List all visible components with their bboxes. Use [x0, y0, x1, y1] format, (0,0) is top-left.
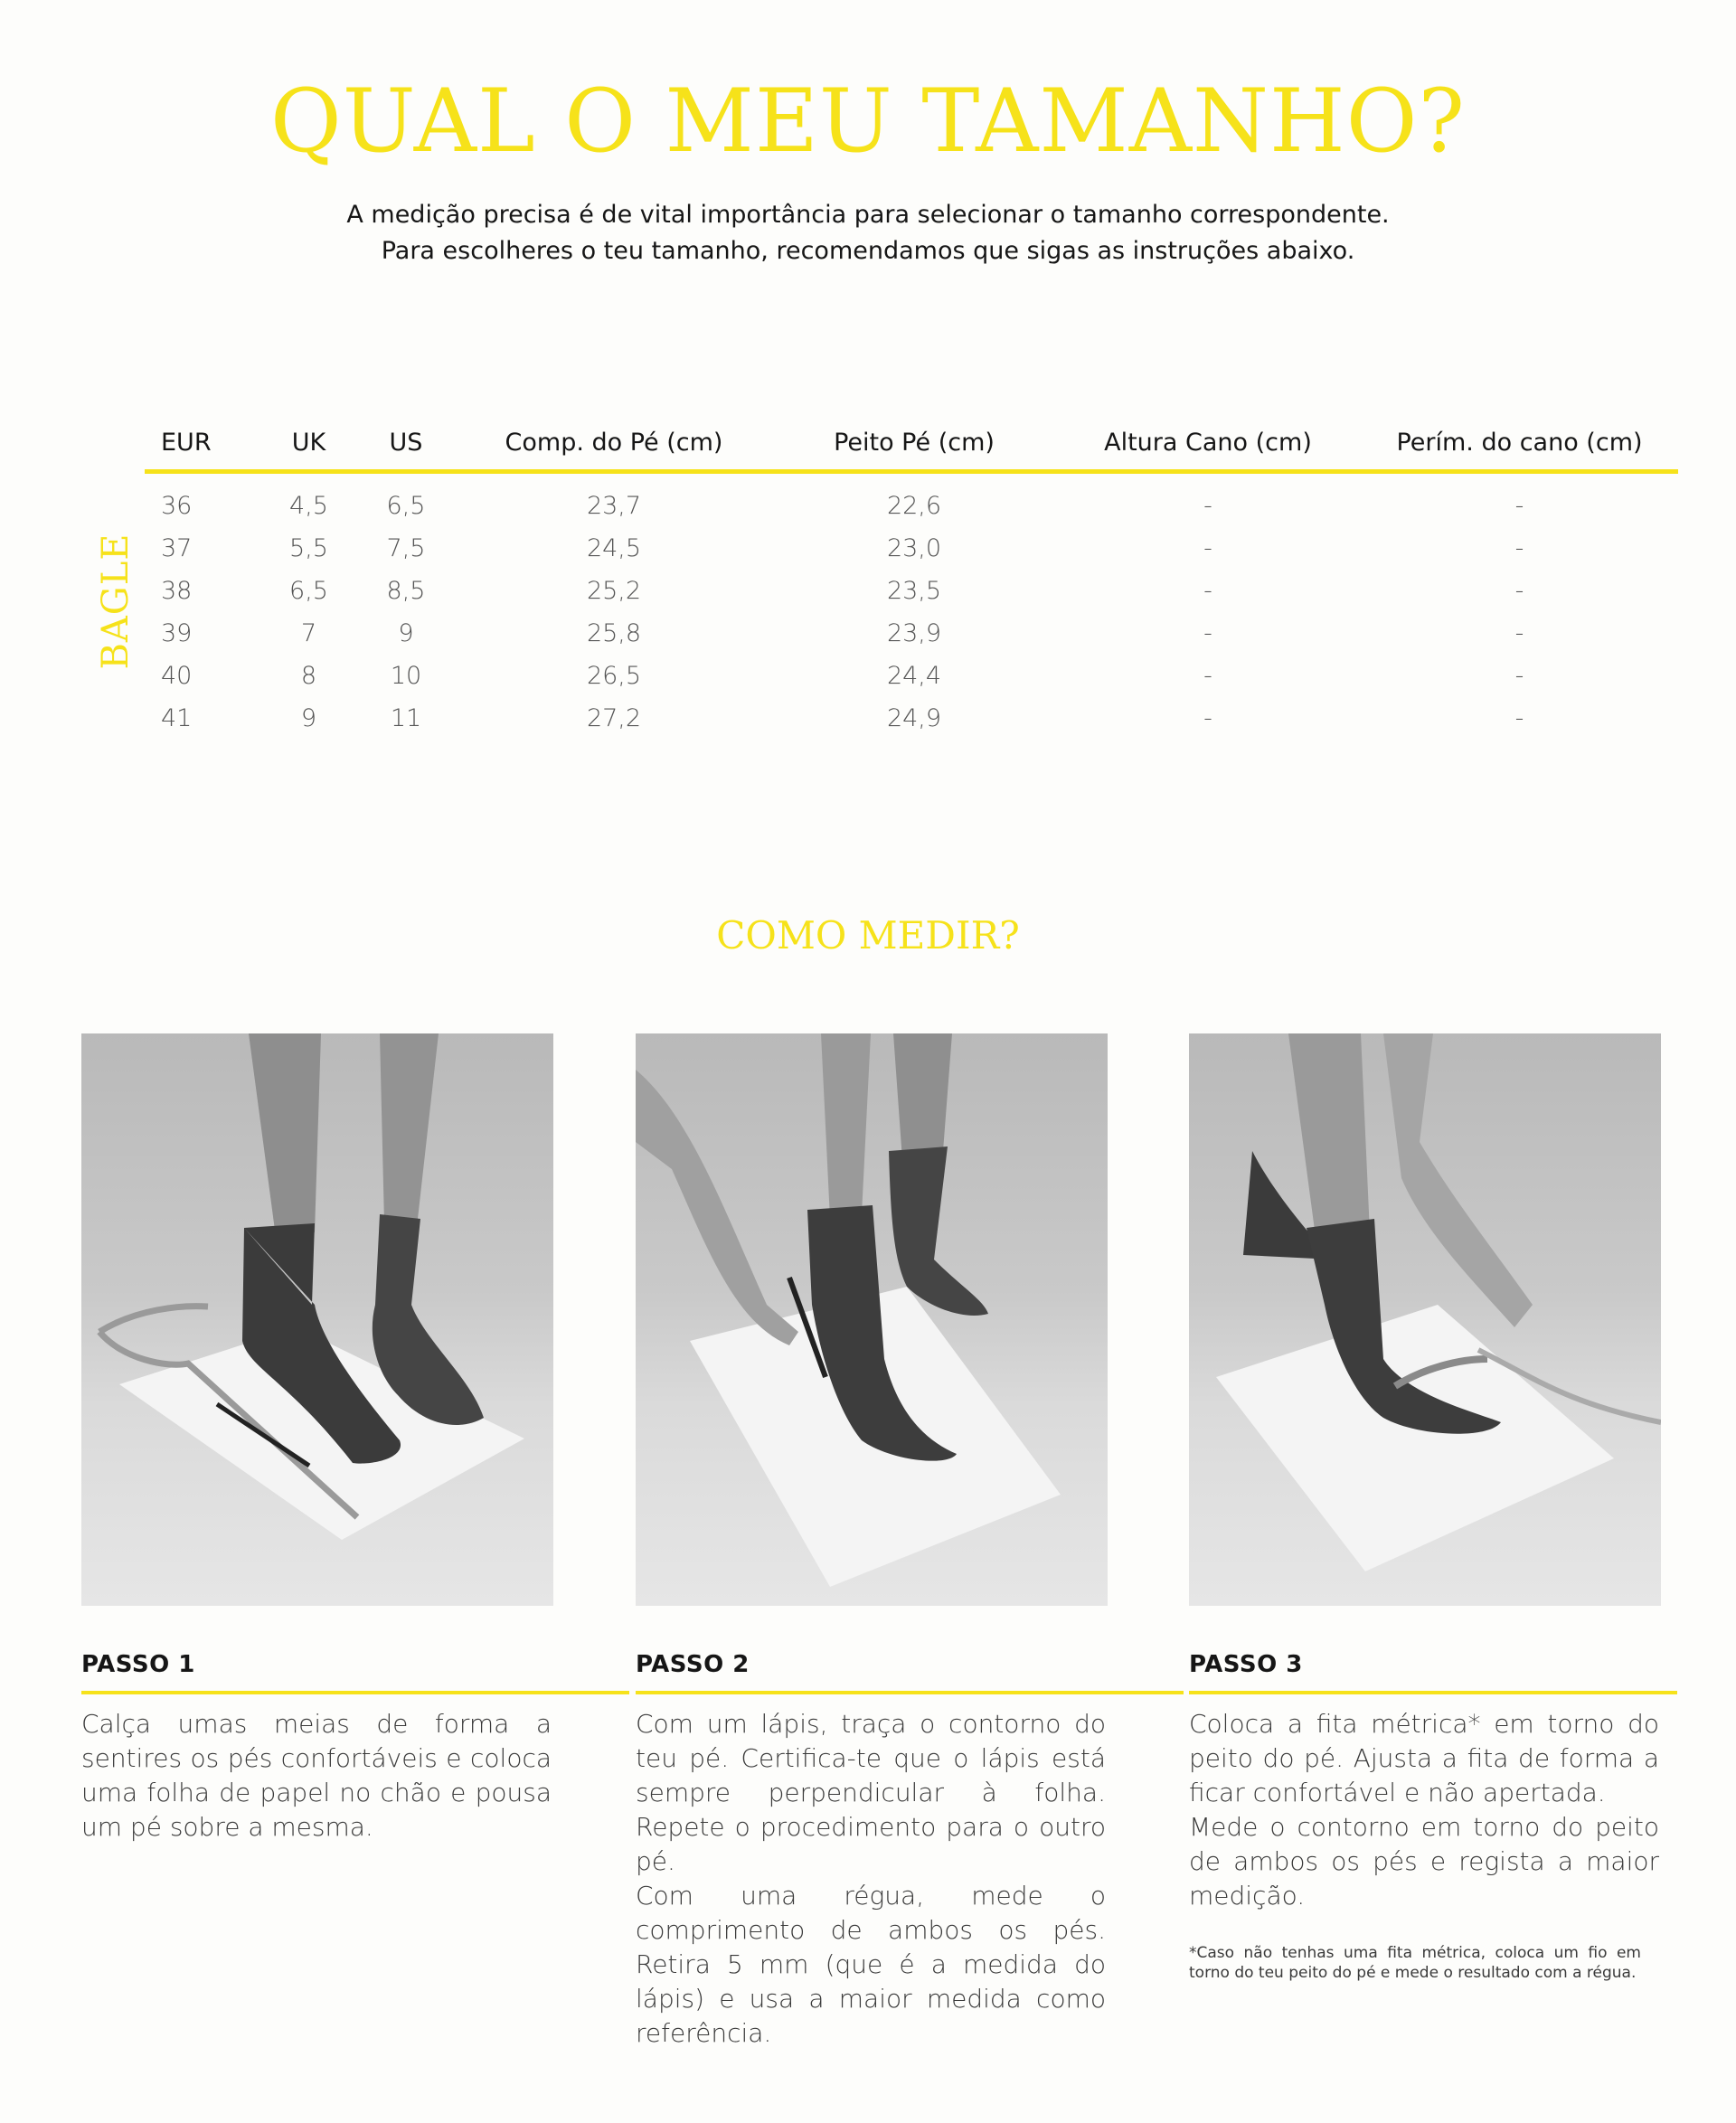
table-cell: 8: [300, 662, 317, 690]
table-cell: 23,0: [886, 534, 942, 562]
step-1-heading: PASSO 1: [81, 1651, 629, 1694]
table-cell: 41: [161, 704, 193, 732]
column-header-instep: Peito Pé (cm): [773, 402, 1055, 472]
table-cell: 9: [398, 619, 414, 647]
table-cell: 4,5: [289, 492, 328, 520]
step-paragraph: Com uma régua, mede o comprimento de ambos os pés. Retira 5 mm (que é a medida do lápis) e usa a maior medida como referência.: [636, 1881, 1106, 2048]
table-cell: 40: [161, 662, 193, 690]
table-cell: 8,5: [386, 577, 426, 605]
table-cell: 26,5: [586, 662, 642, 690]
table-row: [145, 655, 1678, 697]
table-cell: 10: [390, 662, 422, 690]
table-cell: -: [1203, 619, 1212, 647]
column-header-eur: EUR: [145, 402, 260, 472]
table-cell: 24,9: [886, 704, 942, 732]
table-cell: -: [1514, 704, 1524, 732]
step-2-photo: [636, 1033, 1108, 1606]
table-cell: 7,5: [386, 534, 426, 562]
step-paragraph: Mede o contorno em torno do peito de ambos os pés e regista a maior medição.: [1189, 1812, 1659, 1911]
step-paragraph: Coloca a fita métrica* em torno do peito do pé. Ajusta a fita de forma a ficar confortável e não apertada.: [1189, 1709, 1659, 1807]
column-header-us: US: [357, 402, 455, 472]
table-cell: 22,6: [886, 492, 942, 520]
intro-line: Para escolheres o teu tamanho, recomendamos que sigas as instruções abaixo.: [381, 237, 1355, 265]
step-3-footnote: *Caso não tenhas uma fita métrica, coloca um fio em torno do teu peito do pé e mede o resultado com a régua.: [1189, 1944, 1641, 1982]
table-cell: -: [1203, 704, 1212, 732]
step-3-photo: [1189, 1033, 1661, 1606]
table-cell: 38: [161, 577, 193, 605]
step-paragraph: Calça umas meias de forma a sentires os pés confortáveis e coloca uma folha de papel no chão e pousa um pé sobre a mesma.: [81, 1709, 552, 1842]
table-cell: -: [1203, 492, 1212, 520]
step-2-text: [636, 1707, 1106, 2051]
table-cell: 24,4: [886, 662, 942, 690]
table-cell: 9: [300, 704, 317, 732]
step-3-text: [1189, 1707, 1659, 1913]
section-title: COMO MEDIR?: [716, 913, 1020, 958]
table-cell: 5,5: [289, 534, 328, 562]
table-cell: 27,2: [586, 704, 642, 732]
table-cell: 23,7: [586, 492, 642, 520]
table-cell: 37: [161, 534, 193, 562]
table-cell: 25,2: [586, 577, 642, 605]
table-cell: -: [1514, 534, 1524, 562]
page-title: QUAL O MEU TAMANHO?: [270, 71, 1466, 172]
table-row: [145, 527, 1678, 570]
table-cell: 23,9: [886, 619, 942, 647]
table-cell: 24,5: [586, 534, 642, 562]
table-row: [145, 570, 1678, 612]
column-header-shaft-height: Altura Cano (cm): [1055, 402, 1361, 472]
table-header-row: [145, 402, 1678, 472]
table-row: [145, 472, 1678, 528]
table-cell: 11: [390, 704, 422, 732]
step-2: [636, 1033, 1109, 2048]
intro-line: A medição precisa é de vital importância para selecionar o tamanho correspondente.: [346, 201, 1390, 229]
table-cell: 23,5: [886, 577, 942, 605]
table-cell: 6,5: [289, 577, 328, 605]
step-1: [81, 1033, 555, 1842]
step-3: [1189, 1033, 1663, 1982]
step-3-heading: PASSO 3: [1189, 1651, 1677, 1694]
column-header-shaft-perimeter: Perím. do cano (cm): [1361, 402, 1678, 472]
size-table: [145, 402, 1678, 740]
column-header-uk: UK: [260, 402, 357, 472]
table-cell: 39: [161, 619, 193, 647]
step-1-photo: [81, 1033, 553, 1606]
column-header-foot-length: Comp. do Pé (cm): [455, 402, 773, 472]
step-paragraph: Com um lápis, traça o contorno do teu pé. Certifica-te que o lápis está sempre perpendicular à folha. Repete o procedimento para o outro pé.: [636, 1709, 1106, 1876]
table-cell: 7: [300, 619, 317, 647]
table-row: [145, 697, 1678, 740]
table-cell: -: [1203, 534, 1212, 562]
table-cell: -: [1514, 662, 1524, 690]
table-cell: -: [1514, 619, 1524, 647]
step-1-text: [81, 1707, 552, 1845]
model-name-label: BAGLE: [95, 533, 137, 670]
table-cell: -: [1203, 577, 1212, 605]
table-cell: -: [1203, 662, 1212, 690]
table-row: [145, 612, 1678, 655]
table-cell: -: [1514, 577, 1524, 605]
table-cell: 36: [161, 492, 193, 520]
step-2-heading: PASSO 2: [636, 1651, 1184, 1694]
table-cell: -: [1514, 492, 1524, 520]
intro-text: [0, 197, 1736, 269]
table-cell: 6,5: [386, 492, 426, 520]
table-cell: 25,8: [586, 619, 642, 647]
